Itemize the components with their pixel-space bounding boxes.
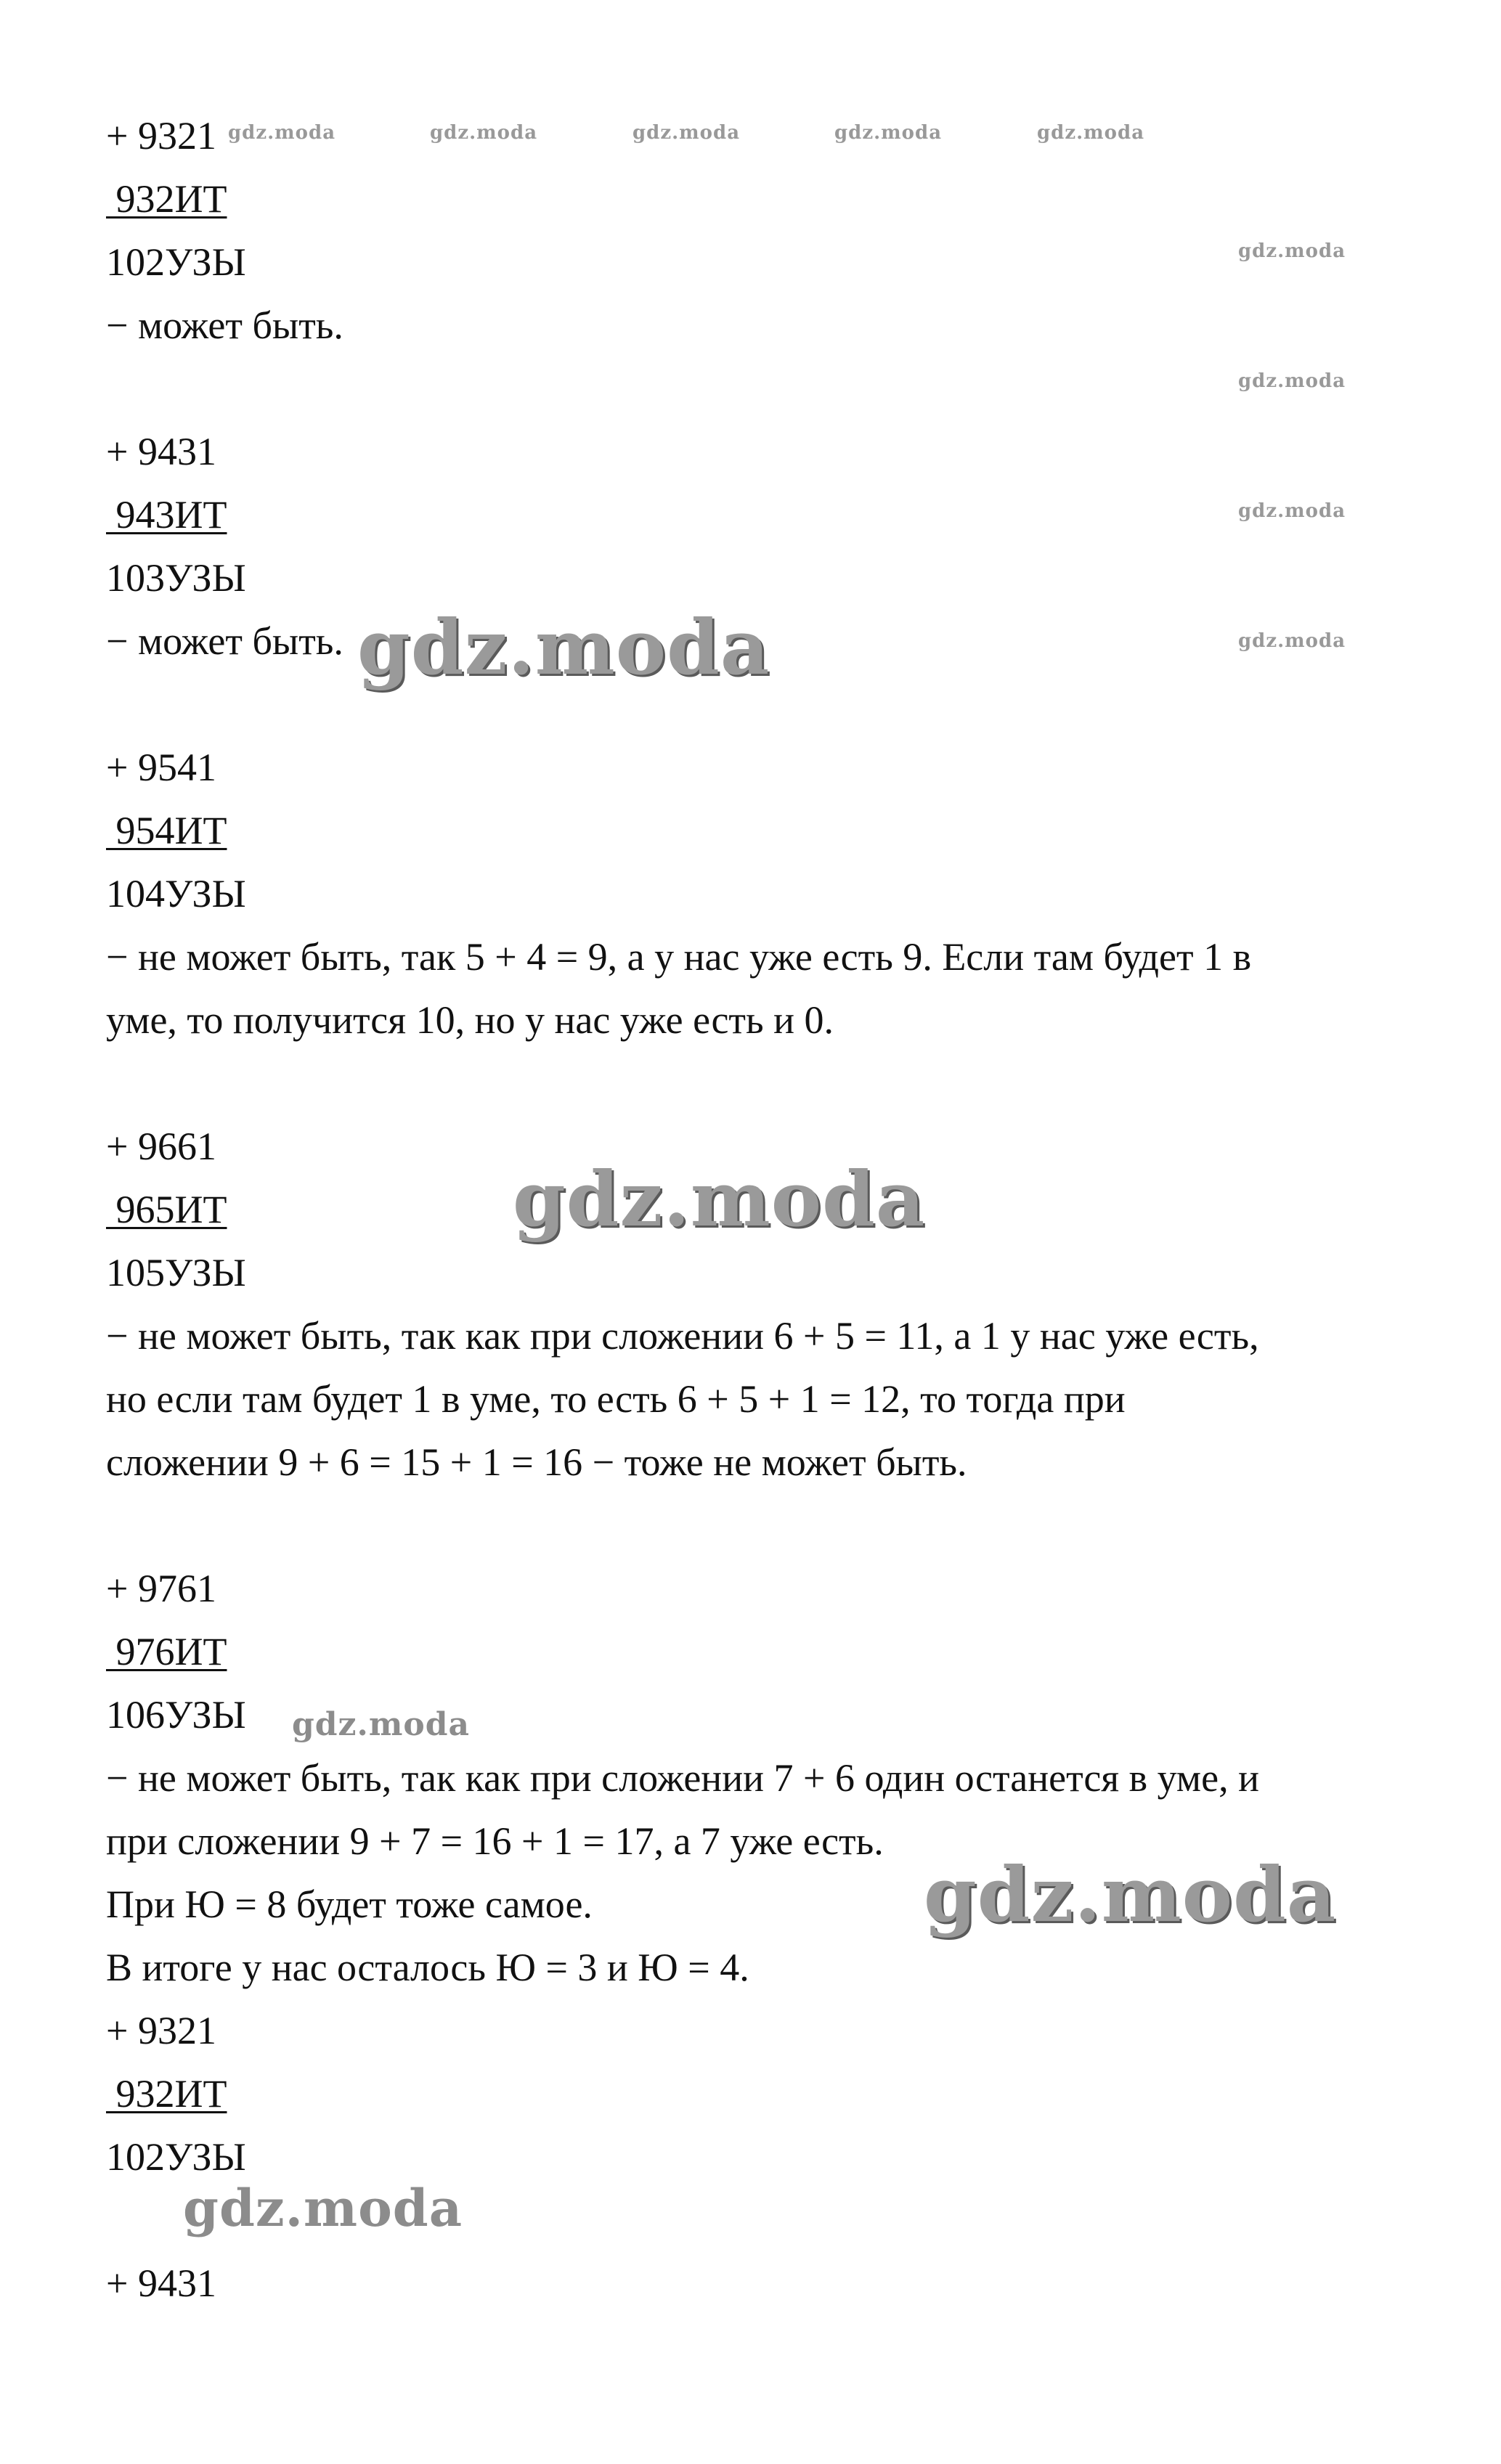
watermark: gdz.moda [357,603,770,692]
sum-line: 103УЗЫ [106,556,246,600]
explanation-line: − не может быть, так как при сложении 7 + 6 один останется в уме, и [106,1756,1259,1800]
explanation-line: − не может быть, так как при сложении 6 + 5 = 11, а 1 у нас уже есть, [106,1314,1259,1358]
addition-line: + 9431 [106,430,216,473]
watermark: gdz.moda [924,1850,1337,1939]
explanation-line: − не может быть, так 5 + 4 = 9, а у нас уже есть 9. Если там будет 1 в [106,935,1252,979]
addition-line: + 9321 [106,114,216,158]
addition-line: + 9321 [106,2009,216,2052]
explanation-line: при сложении 9 + 7 = 16 + 1 = 17, а 7 уже есть. [106,1819,884,1863]
addition-line: + 9541 [106,746,216,789]
watermark: gdz.moda [228,122,336,144]
sum-line: 105УЗЫ [106,1251,246,1294]
explanation-line: но если там будет 1 в уме, то есть 6 + 5 + 1 = 12, то тогда при [106,1377,1126,1421]
watermark: gdz.moda [513,1154,926,1244]
watermark: gdz.moda [183,2178,463,2238]
watermark: gdz.moda [292,1706,471,1743]
sum-line: 104УЗЫ [106,872,246,915]
addition-line: + 9761 [106,1567,216,1610]
watermark: gdz.moda [1238,500,1346,522]
addend-line: 954ИТ [106,809,227,852]
explanation-line: При Ю = 8 будет тоже самое. [106,1882,593,1926]
addend-line: 976ИТ [106,1630,227,1673]
addend-line: 965ИТ [106,1188,227,1231]
explanation-line: − может быть. [106,303,343,347]
addition-line: + 9661 [106,1125,216,1168]
addend-line: 932ИТ [106,2072,227,2116]
watermark: gdz.moda [632,122,741,144]
watermark: gdz.moda [1238,370,1346,392]
addition-line: + 9431 [106,2261,216,2305]
watermark: gdz.moda [1037,122,1145,144]
watermark: gdz.moda [430,122,538,144]
watermark: gdz.moda [834,122,943,144]
addend-line: 932ИТ [106,177,227,221]
explanation-line: сложении 9 + 6 = 15 + 1 = 16 − тоже не может быть. [106,1440,967,1484]
sum-line: 106УЗЫ [106,1693,246,1737]
explanation-line: В итоге у нас осталось Ю = 3 и Ю = 4. [106,1946,749,1989]
watermark: gdz.moda [1238,240,1346,262]
sum-line: 102УЗЫ [106,240,246,284]
watermark: gdz.moda [1238,630,1346,652]
sum-line: 102УЗЫ [106,2135,246,2179]
explanation-line: − может быть. [106,619,343,663]
explanation-line: уме, то получится 10, но у нас уже есть и 0. [106,998,834,1042]
addend-line: 943ИТ [106,493,227,537]
